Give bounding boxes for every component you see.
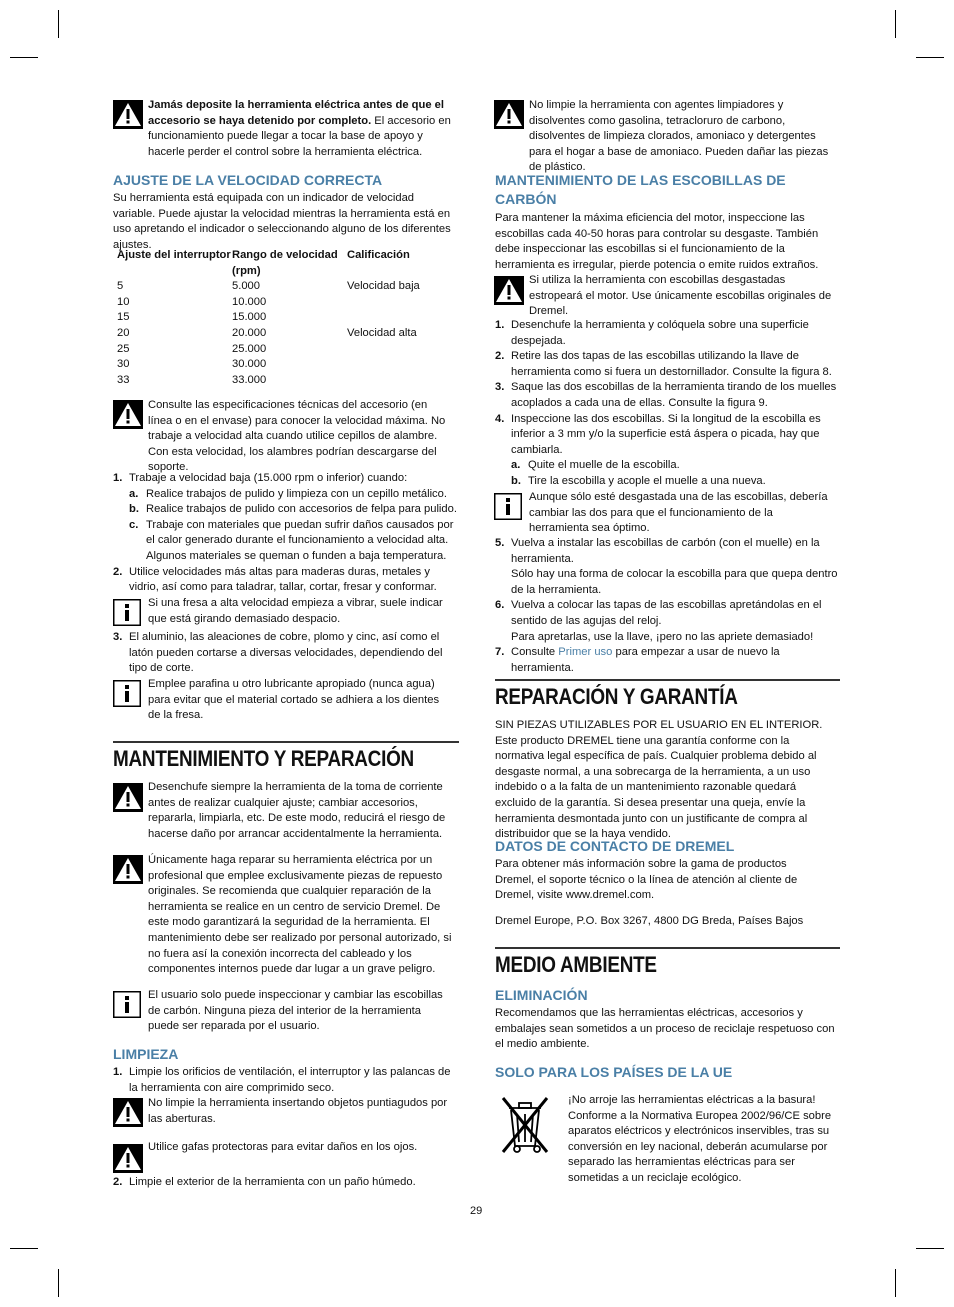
cell: [347, 310, 447, 326]
crop-mark: [916, 1248, 944, 1249]
warning-triangle-icon: [113, 100, 143, 129]
cleaning-list: [113, 1065, 459, 1096]
cell: 10.000: [232, 295, 267, 308]
warning-triangle-icon: [113, 1144, 143, 1173]
header-rating: Calificación: [347, 249, 410, 261]
list-item-text: Retire las dos tapas de las escobillas utilizando la llave de herramienta como si fuera un destornillador. Consulte la figura 8.: [511, 350, 832, 378]
brush-intro: Para mantener la máxima eficiencia del motor, inspeccione las escobillas cada 40-50 horas para controlar su desgaste. También debe inspeccionar las escobillas si el funcionamiento de la herramienta es irregular, pierde potencia o emite ruidos extraños.: [495, 212, 819, 271]
warning-bold-text: Jamás deposite la herramienta eléctrica antes de que el accesorio se haya detenido por completo.: [148, 99, 444, 127]
maintenance-title: MANTENIMIENTO Y REPARACIÓN: [113, 746, 414, 771]
warranty-text: SIN PIEZAS UTILIZABLES POR EL USUARIO EN EL INTERIOR. Este producto DREMEL tiene una garantía conforme con la normativa legal específica de país. Cualquier problema debido al desgaste normal, a una sobrecarga de la herramienta, a un uso indebido o a la falta de un mantenimiento razonable quedará excluido de la garantía. Si desea presentar una queja, envíe la herramienta desmontada junto con un justificante de compra al distribuidor que se la haya vendido.: [495, 719, 823, 841]
eu-heading: SOLO PARA LOS PAÍSES DE LA UE: [495, 1064, 733, 1080]
warning-triangle-icon: [113, 855, 143, 884]
cell: 25: [117, 342, 130, 355]
cell: 25.000: [232, 342, 267, 355]
warranty-title: REPARACIÓN Y GARANTÍA: [495, 684, 738, 709]
cell: 33: [117, 373, 130, 386]
warning-triangle-icon: [113, 783, 143, 812]
warning-note-glasses: Utilice gafas protectoras para evitar daños en los ojos.: [148, 1141, 418, 1153]
cell: [347, 373, 447, 389]
list-item: 2. Retire las dos tapas de las escobillas utilizando la llave de herramienta como si fuera un destornillador. Consulte la figura 8.: [495, 350, 832, 378]
list-subitem: c. Trabaje con materiales que puedan sufrir daños causados por el calor generado durante el funcionamiento a velocidad alta. Algunos materiales se queman o funden a baja temperatura.: [129, 518, 454, 562]
list-item-text: Realice trabajos de pulido y limpieza con un cepillo metálico.: [146, 487, 447, 500]
warning-note-solvents: No limpie la herramienta con agentes limpiadores y disolventes como gasolina, tetracloruro de carbono, disolventes de limpieza clorados, amoniaco y detergentes para el hogar a base de amoniaco. Pueden dañar las piezas de plástico.: [529, 99, 829, 174]
cell: 15: [117, 311, 130, 324]
cell: 5: [117, 280, 124, 293]
warning-note-specs: Consulte las especificaciones técnicas del accesorio (en línea o en el envase) para conocer la velocidad máxima. No trabaje a velocidad alta cuando utilice cepillos de alambre. Con esta velocidad, los alambres podrían descargarse del soporte.: [148, 399, 446, 474]
warning-triangle-icon: [494, 276, 524, 305]
crop-mark: [58, 10, 59, 38]
speed-intro: Su herramienta está equipada con un indicador de velocidad variable. Puede ajustar la velocidad mientras la herramienta está en uso apretando el indicador o seleccionando alguno de los diferentes ajustes.: [113, 192, 451, 251]
cell: 20.000: [232, 326, 267, 339]
list-item-text: Inspeccione las dos escobillas. Si la longitud de la escobilla es inferior a 3 mm y/o la superficie está áspera o picada, hay que cambiarla.: [511, 412, 821, 456]
list-item: 4. Inspeccione las dos escobillas. Si la longitud de la escobilla es inferior a 3 mm y/o la superficie está áspera o picada, hay que cambiarla.: [495, 412, 821, 456]
info-icon: [113, 991, 141, 1018]
warning-triangle-icon: [494, 100, 524, 129]
disposal-heading: ELIMINACIÓN: [495, 987, 588, 1003]
list-item-text: Trabaje con materiales que puedan sufrir daños causados por el calor generado durante el funcionamiento a velocidad alta. Algunos materiales se queman o funden a baja temperatura.: [146, 518, 454, 562]
list-item-text: Saque las dos escobillas de la herramienta tirando de los muelles acoplados a cada una de ellas. Consulte la figura 9.: [511, 381, 837, 409]
cell: 15.000: [232, 311, 267, 324]
cell: 30.000: [232, 358, 267, 371]
warning-note-tool-down: [148, 98, 458, 160]
list-subitem: b. Realice trabajos de pulido con accesorios de felpa para pulido.: [129, 503, 457, 516]
table-row: [117, 342, 447, 358]
warning-note-repair: Únicamente haga reparar su herramienta eléctrica por un profesional que emplee exclusivamente piezas de repuesto originales. Se recomienda que cualquier reparación de la herramienta se realice en un centro de servicio Dremel. De este modo garantizará la seguridad de la herramienta. El mantenimiento debe ser realizado por personal autorizado, si no fuera así la conexión incorrecta del cableado y los componentes internos puede dar lugar a un grave peligro.: [148, 854, 452, 976]
list-item: 3. El aluminio, las aleaciones de cobre, plomo y cinc, así como el latón pueden cortarse a diversas velocidades, dependiendo del tipo de corte.: [113, 631, 443, 675]
crop-mark: [10, 1248, 38, 1249]
list-item-text: El aluminio, las aleaciones de cobre, plomo y cinc, así como el latón pueden cortarse a diversas velocidades, dependiendo del tipo de corte.: [129, 631, 443, 675]
header-switch: Ajuste del interruptor: [117, 249, 231, 261]
list-item-text: Sólo hay una forma de colocar la escobilla para que quepa dentro de la herramienta.: [511, 568, 838, 596]
section-rule: [113, 741, 459, 743]
list-item-text: Tire la escobilla y acople el muelle a una nueva.: [528, 474, 766, 487]
table-row: [117, 295, 447, 311]
list-item-text: Desenchufe la herramienta y colóquela sobre una superficie despejada.: [511, 319, 809, 347]
list-item: 1. Trabaje a velocidad baja (15.000 rpm o inferior) cuando:: [113, 472, 408, 484]
cell: 20: [117, 326, 130, 339]
list-item: 3. Saque las dos escobillas de la herramienta tirando de los muelles acoplados a cada una de ellas. Consulte la figura 9.: [495, 381, 837, 409]
list-item-text: Utilice velocidades más altas para maderas duras, metales y vidrio, así como para taladrar, tallar, cortar, fresar y conformar.: [129, 565, 437, 594]
info-note-vibration: Si una fresa a alta velocidad empieza a vibrar, suele indicar que está girando demasiado despacio.: [148, 597, 443, 625]
section-rule: [495, 947, 840, 949]
list-item-text: Limpie los orificios de ventilación, el interruptor y las palancas de la herramienta con aire comprimido seco.: [129, 1066, 451, 1094]
list-item-text: Trabaje a velocidad baja (15.000 rpm o inferior) cuando:: [129, 472, 408, 484]
cell: [347, 295, 447, 311]
info-note-paraffin: Emplee parafina u otro lubricante apropiado (nunca agua) para evitar que el material cortado se adhiera a los dientes de la fresa.: [148, 678, 440, 722]
speed-list-3: [113, 630, 459, 677]
crop-mark: [58, 1269, 59, 1297]
list-subitem: b. Tire la escobilla y acople el muelle a una nueva.: [511, 474, 766, 487]
crop-mark: [895, 1269, 896, 1297]
warning-triangle-icon: [113, 1098, 143, 1127]
cell: Velocidad alta: [347, 326, 417, 339]
disposal-text: Recomendamos que las herramientas eléctricas, accesorios y embalajes sean sometidos a un proceso de reciclaje respetuoso con el medio ambiente.: [495, 1007, 835, 1051]
cell: [347, 342, 447, 358]
list-subitem: a. Realice trabajos de pulido y limpieza con un cepillo metálico.: [129, 487, 447, 500]
crop-mark: [916, 57, 944, 58]
list-item-text: Para apretarlas, use la llave, ¡pero no las apriete demasiado!: [511, 630, 814, 643]
list-item: 2. Limpie el exterior de la herramienta con un paño húmedo.: [113, 1176, 416, 1188]
cleaning-list-2: [113, 1175, 459, 1191]
cell: [347, 357, 447, 373]
list-item: 1. Limpie los orificios de ventilación, el interruptor y las palancas de la herramienta con aire comprimido seco.: [113, 1066, 451, 1094]
info-icon: [494, 493, 522, 520]
list-item-text: Vuelva a instalar las escobillas de carbón (con el muelle) en la herramienta.: [511, 537, 820, 565]
cell: 30: [117, 358, 130, 371]
warning-note-brush: Si utiliza la herramienta con escobillas desgastadas estropeará el motor. Use únicamente escobillas originales de Dremel.: [529, 274, 832, 318]
crop-mark: [895, 10, 896, 38]
info-note-user: El usuario solo puede inspeccionar y cambiar las escobillas de carbón. Ninguna pieza del interior de la herramienta puede ser reparada por el usuario.: [148, 989, 443, 1033]
speed-table-header: [117, 248, 447, 279]
brush-steps-2: [495, 536, 840, 676]
crossed-bin-icon: [499, 1094, 551, 1156]
page-number: 29: [470, 1205, 483, 1217]
cleaning-heading: LIMPIEZA: [113, 1046, 179, 1062]
list-item: 1. Desenchufe la herramienta y colóquela sobre una superficie despejada.: [495, 319, 809, 347]
crop-mark: [10, 57, 38, 58]
table-row: [117, 310, 447, 326]
list-item-text: para empezar a usar de nuevo la herramienta.: [511, 646, 780, 674]
first-use-link[interactable]: Primer uso: [558, 646, 613, 659]
section-rule: [495, 679, 840, 681]
address: Dremel Europe, P.O. Box 3267, 4800 DG Breda, Países Bajos: [495, 915, 804, 927]
speed-heading: AJUSTE DE LA VELOCIDAD CORRECTA: [113, 172, 383, 188]
contact-text: Para obtener más información sobre la gama de productos Dremel, el soporte técnico o la línea de atención al cliente de Dremel, visite www.dremel.com.: [495, 858, 798, 902]
cell: 5.000: [232, 280, 260, 293]
warning-text: El accesorio en funcionamiento puede llegar a tocar la base de apoyo y hacerle perder el control sobre la herramienta eléctrica.: [148, 114, 451, 158]
table-row: [117, 326, 447, 342]
contact-heading: DATOS DE CONTACTO DE DREMEL: [495, 838, 735, 854]
info-icon: [113, 599, 141, 626]
warning-note-unplug: Desenchufe siempre la herramienta de la toma de corriente antes de realizar cualquier ajuste; cambiar accesorios, repararla, limpiarla, etc. De este modo, reducirá el riesgo de hacerse daño por arrancar accidentalmente la herramienta.: [148, 781, 446, 840]
list-item-text: Quite el muelle de la escobilla.: [528, 459, 680, 472]
table-row: [117, 357, 447, 373]
speed-list: [113, 471, 459, 596]
warning-note-sharp: No limpie la herramienta insertando objetos puntiagudos por las aberturas.: [148, 1097, 448, 1125]
list-item-text: Vuelva a colocar las tapas de las escobillas apretándolas en el sentido de las agujas del reloj.: [511, 599, 822, 627]
info-note-both-brushes: Aunque sólo esté desgastada una de las escobillas, debería cambiar las dos para que el funcionamiento de la herramienta sea óptimo.: [529, 491, 828, 535]
list-subitem: a. Quite el muelle de la escobilla.: [511, 459, 680, 472]
environment-title: MEDIO AMBIENTE: [495, 952, 657, 977]
brush-steps: [495, 318, 840, 490]
cell: Velocidad baja: [347, 280, 420, 293]
list-item: 6. Vuelva a colocar las tapas de las escobillas apretándolas en el sentido de las agujas del reloj. Para apretarlas, use la llave, ¡pero no las apriete demasiado!: [495, 599, 822, 643]
header-range: Rango de velocidad (rpm): [232, 249, 338, 277]
table-row: [117, 279, 447, 295]
list-item-text: Realice trabajos de pulido con accesorios de felpa para pulido.: [146, 503, 457, 516]
cell: 33.000: [232, 373, 267, 386]
list-item: 5. Vuelva a instalar las escobillas de carbón (con el muelle) en la herramienta. Sólo hay una forma de colocar la escobilla para que quepa dentro de la herramienta.: [495, 537, 838, 596]
brush-heading: MANTENIMIENTO DE LAS ESCOBILLAS DE CARBÓN: [495, 172, 786, 207]
info-icon: [113, 680, 141, 707]
list-item: 7. Consulte Primer uso para empezar a usar de nuevo la herramienta.: [495, 646, 780, 674]
speed-table: [117, 248, 447, 388]
list-item: 2. Utilice velocidades más altas para maderas duras, metales y vidrio, así como para taladrar, tallar, cortar, fresar y conformar.: [113, 565, 437, 594]
cell: 10: [117, 295, 130, 308]
list-item-text: Consulte: [511, 646, 559, 659]
eu-text: ¡No arroje las herramientas eléctricas a la basura! Conforme a la Normativa Europea 2002/96/CE sobre aparatos eléctricos y electrónicos inservibles, tras su conversión en ley nacional, deberán acumularse por separado las herramientas eléctricas para ser sometidas a un reciclaje ecológico.: [568, 1094, 832, 1184]
list-item-text: Limpie el exterior de la herramienta con un paño húmedo.: [129, 1176, 416, 1188]
table-row: [117, 373, 447, 389]
warning-triangle-icon: [113, 400, 143, 429]
